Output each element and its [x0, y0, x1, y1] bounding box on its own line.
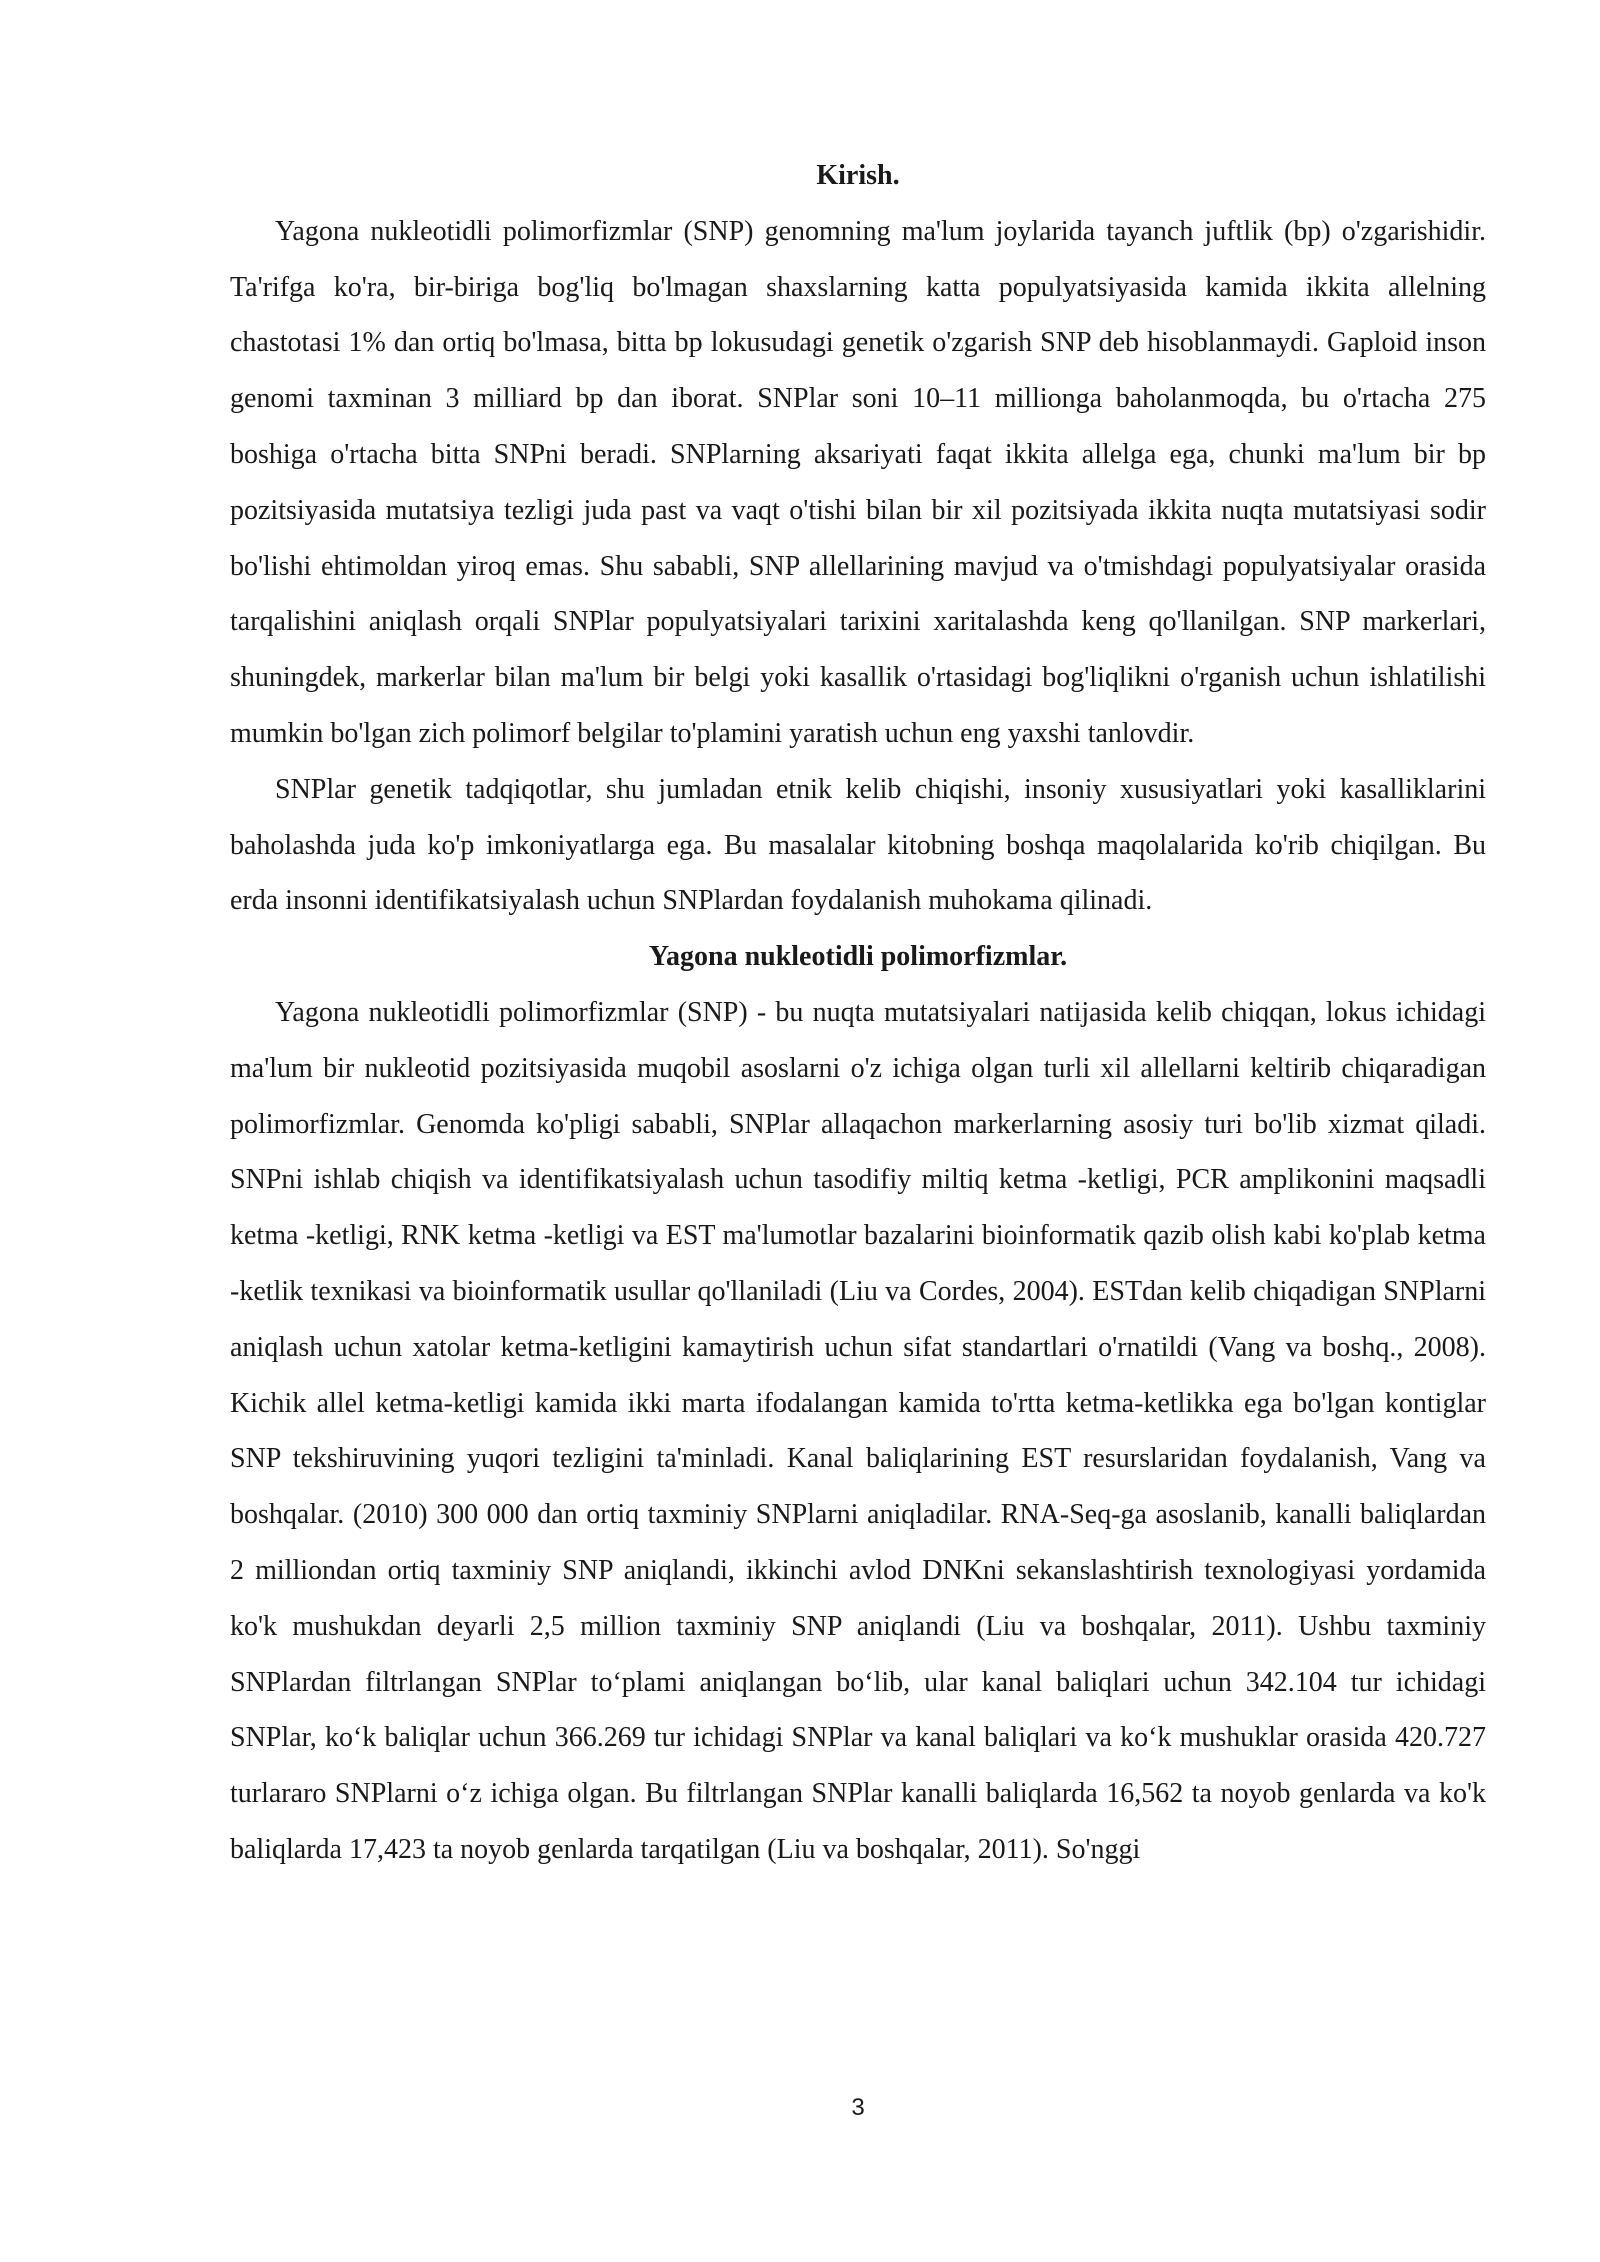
heading-snp: Yagona nukleotidli polimorfizmlar.: [648, 941, 1068, 973]
paragraph-snp-1: Yagona nukleotidli polimorfizmlar (SNP) - bu nuqta mutatsiyalari natijasida kelib chiqqan, lokus ichidagi ma'lum bir nukleotid pozitsiyasida muqobil asoslarni o'z ichiga olgan turli xil allellarni keltirib chiqaradigan polimorfizmlar. Genomda ko'pligi sababli, SNPlar allaqachon markerlarning asosiy turi bo'lib xizmat qiladi. SNPni ishlab chiqish va identifikatsiyalash uchun tasodifiy miltiq ketma -ketligi, PCR amplikonini maqsadli ketma -ketligi, RNK ketma -ketligi va EST ma'lumotlar bazalarini bioinformatik qazib olish kabi ko'plab ketma -ketlik texnikasi va bioinformatik usullar qo'llaniladi (Liu va Cordes, 2004). ESTdan kelib chiqadigan SNPlarni aniqlash uchun xatolar ketma-ketligini kamaytirish uchun sifat standartlari o'rnatildi (Vang va boshq., 2008). Kichik allel ketma-ketligi kamida ikki marta ifodalangan kamida to'rtta ketma-ketlikka ega bo'lgan kontiglar SNP tekshiruvining yuqori tezligini ta'minladi. Kanal baliqlarining EST resurslaridan foydalanish, Vang va boshqalar. (2010) 300 000 dan ortiq taxminiy SNPlarni aniqladilar. RNA-Seq-ga asoslanib, kanalli baliqlardan 2 milliondan ortiq taxminiy SNP aniqlandi, ikkinchi avlod DNKni sekanslashtirish texnologiyasi yordamida ko'k mushukdan deyarli 2,5 million taxminiy SNP aniqlandi (Liu va boshqalar, 2011). Ushbu taxminiy SNPlardan filtrlangan SNPlar to‘plami aniqlangan bo‘lib, ular kanal baliqlari uchun 342.104 tur ichidagi SNPlar, ko‘k baliqlar uchun 366.269 tur ichidagi SNPlar va kanal baliqlari va ko‘k mushuklar orasida 420.727 turlararo SNPlarni o‘z ichiga olgan. Bu filtrlangan SNPlar kanalli baliqlarda 16,562 ta noyob genlarda va ko'k baliqlarda 17,423 ta noyob genlarda tarqatilgan (Liu va boshqalar, 2011). So'nggi: [230, 996, 1486, 1865]
page-number: 3: [851, 2094, 865, 2121]
paragraph-intro-1: Yagona nukleotidli polimorfizmlar (SNP) genomning ma'lum joylarida tayanch juftlik (bp) o'zgarishidir. Ta'rifga ko'ra, bir-biriga bog'liq bo'lmagan shaxslarning katta populyatsiyasida kamida ikkita allelning chastotasi 1% dan ortiq bo'lmasa, bitta bp lokusudagi genetik o'zgarish SNP deb hisoblanmaydi. Gaploid inson genomi taxminan 3 milliard bp dan iborat. SNPlar soni 10–11 millionga baholanmoqda, bu o'rtacha 275 boshiga o'rtacha bitta SNPni beradi. SNPlarning aksariyati faqat ikkita allelga ega, chunki ma'lum bir bp pozitsiyasida mutatsiya tezligi juda past va vaqt o'tishi bilan bir xil pozitsiyada ikkita nuqta mutatsiyasi sodir bo'lishi ehtimoldan yiroq emas. Shu sababli, SNP allellarining mavjud va o'tmishdagi populyatsiyalar orasida tarqalishini aniqlash orqali SNPlar populyatsiyalari tarixini xaritalashda keng qo'llanilgan. SNP markerlari, shuningdek, markerlar bilan ma'lum bir belgi yoki kasallik o'rtasidagi bog'liqlikni o'rganish uchun ishlatilishi mumkin bo'lgan zich polimorf belgilar to'plamini yaratish uchun eng yaxshi tanlovdir.: [230, 215, 1486, 749]
paragraph-intro-2: SNPlar genetik tadqiqotlar, shu jumladan etnik kelib chiqishi, insoniy xususiyatlari yoki kasalliklarini baholashda juda ko'p imkoniyatlarga ega. Bu masalalar kitobning boshqa maqolalarida ko'rib chiqilgan. Bu erda insonni identifikatsiyalash uchun SNPlardan foydalanish muhokama qilinadi.: [230, 773, 1486, 917]
heading-intro: Kirish.: [816, 160, 900, 191]
page-body: [230, 148, 1486, 1878]
